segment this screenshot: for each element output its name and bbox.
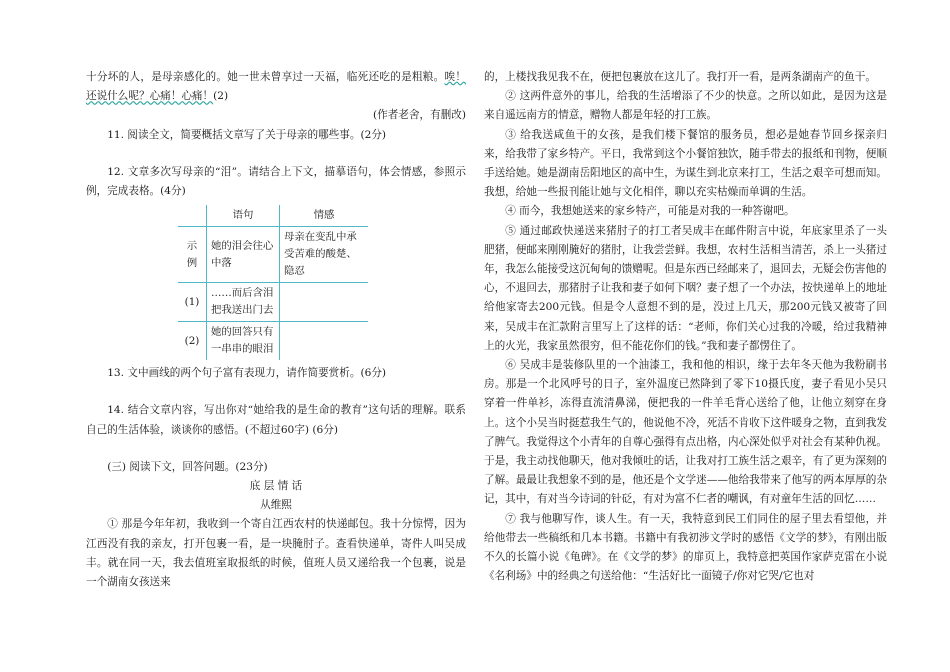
right-column xyxy=(484,68,887,586)
table-header-cell xyxy=(178,205,207,227)
table-header-row xyxy=(178,205,368,227)
row-label: 示例 xyxy=(178,227,207,283)
table-row xyxy=(178,227,368,283)
paragraph-5: ⑤ 通过邮政快递送来猪肘子的打工者吴成丰在邮件附言中说，年底家里杀了一头肥猪，便邮来刚刚腌好的猪肘，让我尝尝鲜。我想，农村生活相当清苦，杀上一头猪过年，我怎么能接受这沉甸甸的馈赠呢。但是东西已经邮来了，退回去，无疑会伤害他的 xyxy=(484,224,887,276)
left-column xyxy=(86,68,466,592)
underlined-sentence: 唉！还说什么呢？心痛！心痛！ xyxy=(86,71,467,103)
question-12: 12. 文章多次写母亲的“泪”。请结合上下文，描摹语句，体会情感，参照示例，完成表格。(4分) xyxy=(86,165,466,198)
paragraph-5-continued: 心，不退回去，那猪肘子让我和妻子如何下咽？妻子想了一个办法，按快递单上的地址给他家寄去200元钱。但是令人意想不到的是，没过上几天，那200元钱又被寄了回来，吴成丰在汇款附言里写上了这样的话：“老师，你们关心过我的冷暖，给过我精神上的火光，我家虽然很穷，但不能花你们的钱。”我和妻子都愣住了。 xyxy=(484,282,887,352)
row-emotion-blank[interactable] xyxy=(280,283,369,322)
question-13: 13. 文中画线的两个句子富有表现力，请作简要赏析。(6分) xyxy=(107,367,387,380)
article-author: 从维熙 xyxy=(260,499,292,512)
passage-ending: 十分坏的人，是母亲感化的。她一世未曾享过一天福，临死还吃的是粗粮。唉！还说什么呢？心痛！心痛！(2) xyxy=(86,71,467,103)
tears-table xyxy=(178,205,368,360)
row-label: (2) xyxy=(178,322,207,361)
row-sentence: 她的泪会往心中落 xyxy=(207,227,280,283)
paragraph-4: ④ 而今，我想她送来的家乡特产，可能是对我的一种答谢吧。 xyxy=(505,205,795,218)
table-header-cell: 情感 xyxy=(280,205,369,227)
question-14: 14. 结合文章内容，写出你对“她给我的是生命的教育”这句话的理解。联系自己的生活体验，谈谈你的感悟。(不超过60字) (6分) xyxy=(86,404,466,436)
row-label: (1) xyxy=(178,283,207,322)
row-emotion-blank[interactable] xyxy=(280,322,369,361)
row-sentence: 她的回答只有一串串的眼泪 xyxy=(207,322,280,361)
article-title: 底 层 情 话 xyxy=(249,480,303,493)
paragraph-2: ② 这两件意外的事儿，给我的生活增添了不少的快意。之所以如此，是因为这是来自遥远南方的情意，赠物人都是年轻的打工族。 xyxy=(484,90,887,122)
row-emotion: 母亲在变乱中承受苦难的酸楚、隐忍 xyxy=(280,227,369,283)
section-3-heading: (三) 阅读下文，回答问题。(23分) xyxy=(107,460,268,473)
paragraph-7: ⑦ 我与他聊写作，谈人生。有一天，我特意到民工们同住的屋子里去看望他，并给他带去一些稿纸和几本书籍。书籍中有我初涉文学时的感悟《文学的梦》，有刚出版不久的长篇小说《龟碑》。在《文学的梦》的扉页上，我特意把英国作家萨克雷在小说《名利场》中的经典之句送给他：“生活好比一面镜子/你对它哭/它也对 xyxy=(484,512,887,583)
table-row xyxy=(178,283,368,322)
paragraph-1-continued: 的，上楼找我见我不在，便把包裹放在这儿了。我打开一看，是两条湖南产的鱼干。 xyxy=(484,71,876,83)
source-note: (作者老舍，有删改) xyxy=(372,109,466,122)
question-11: 11. 阅读全文，简要概括文章写了关于母亲的哪些事。(2分) xyxy=(107,128,387,141)
paragraph-6: ⑥ 吴成丰是装修队里的一个油漆工，我和他的相识，缘于去年冬天他为我粉刷书房。那是一个北风呼号的日子，室外温度已然降到了零下10摄氏度，妻子看见小吴只穿着一件单衫，冻得直流清鼻涕，便把我的一件羊毛背心送给了他，让他立刻穿在身上。这个小吴当时挺惹我生气的，他说他不冷，死活不肯收下这件暖身之物，直到我发了脾气。我觉得这个小青年的自尊心强得有点出格，内心深处似乎对社会有某种仇视。于是，我主动找他聊天，他对我倾吐的话，让我对打工族生活之艰辛，有了更为深刻的了解。最最让我想象不到的是，他还是个文学迷——他给我带来了他写的两本厚厚的杂记，其中，有对当今诗词的针砭，有对为富不仁者的嘲讽，有对童年生活的回忆…… xyxy=(484,359,887,506)
table-row xyxy=(178,322,368,361)
paragraph-1: ① 那是今年年初，我收到一个寄自江西农村的快递邮包。我十分惊愕，因为江西没有我的亲友，打开包裹一看，是一块腌肘子。查看快递单，寄件人叫吴成丰。就在同一天，我去值班室取报纸的时候，值班人员又递给我一个包裹，说是一个湖南女孩送来 xyxy=(86,518,466,589)
table-header-cell: 语句 xyxy=(207,205,280,227)
paragraph-3: ③ 给我送咸鱼干的女孩，是我们楼下餐馆的服务员，想必是她春节回乡探亲归来，给我带了家乡特产。平日，我常到这个小餐馆独饮，随手带去的报纸和刊物，便顺手送给她。她是湖南岳阳地区的高中生，为谋生到北京来打工，生活之艰辛可想而知。我想，给她一些报刊能让她与文化相伴，聊以充实枯燥而单调的生活。 xyxy=(484,128,887,199)
row-sentence: ……而后含泪把我送出门去 xyxy=(207,283,280,322)
